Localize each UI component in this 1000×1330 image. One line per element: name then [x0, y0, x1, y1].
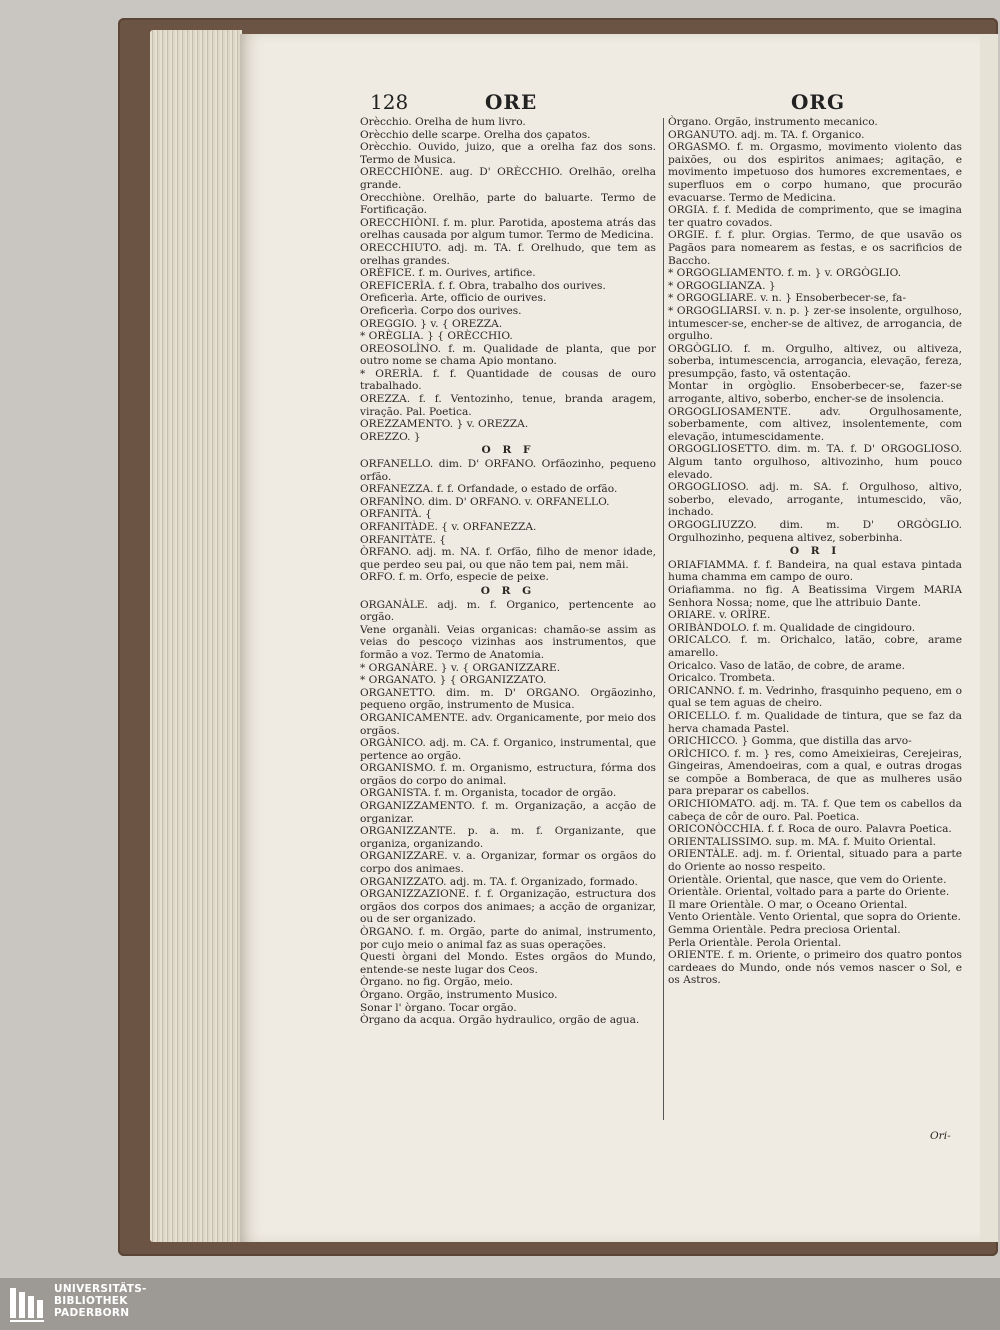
dictionary-entry: ORGIA. f. f. Medida de comprimento, que se imagina ter quatro covados.	[668, 204, 962, 229]
dictionary-entry: ORGANISTA. f. m. Organista, tocador de orgão.	[360, 787, 617, 800]
book-page	[240, 34, 980, 1242]
dictionary-entry: ORICONÒCCHIA. f. f. Roca de ouro. Palavra Poetica.	[668, 823, 952, 836]
dictionary-entry: ORGOGLIOSO. adj. m. SA. f. Orgulhoso, altivo, soberbo, elevado, arrogante, intumescido, vão, inchado.	[668, 481, 962, 519]
dictionary-entry: ORGANIZZATO. adj. m. TA. f. Organizado, formado.	[360, 875, 638, 888]
dictionary-entry: Sonar l' òrgano. Tocar orgão.	[360, 1001, 517, 1014]
dictionary-entry: Gemma Orientàle. Pedra preciosa Oriental.	[668, 924, 901, 936]
dictionary-entry: O R G	[480, 584, 536, 597]
page-edges	[150, 30, 242, 1242]
dictionary-entry: Orècchio. Ouvido, juizo, que a orelha faz dos sons. Termo de Musica.	[360, 141, 656, 166]
dictionary-entry: Orècchio delle scarpe. Orelha dos çapatos.	[360, 128, 591, 141]
dictionary-entry: * ORGANATO. } { ORGANIZZATO.	[360, 674, 547, 687]
dictionary-entry: Oreficerìa. Corpo dos ourives.	[360, 304, 522, 317]
dictionary-entry: Il mare Orientàle. O mar, o Oceano Oriental.	[668, 898, 908, 911]
dictionary-entry: ORGANUTO. adj. m. TA. f. Organico.	[668, 128, 865, 141]
page-number: 128	[370, 90, 409, 114]
dictionary-entry: ORECCHIÒNI. f. m. plur. Parotida, apostema atrás das orelhas causada por algum tumor. Termo de Medicina.	[360, 216, 656, 242]
dictionary-entry: ORGÒGLIO. f. m. Orgulho, altivez, ou altiveza, soberba, intumescencia, arrogancia, elevação, fereza, presumpção, fasto, vã ostentação.	[668, 342, 962, 380]
dictionary-entry: ORICALCO. f. m. Orichalco, latão, cobre, arame amarello.	[668, 634, 962, 659]
dictionary-entry: Òrgano da acqua. Orgão hydraulico, orgão de agua.	[360, 1014, 640, 1027]
left-column	[360, 116, 656, 1027]
dictionary-entry: Òrgano. Orgão, instrumento mecanico.	[668, 116, 878, 128]
dictionary-entry: ORICHICCO. } Gomma, que distilla das arvo-	[668, 735, 912, 748]
dictionary-entry: ORFANITÀ. {	[360, 508, 432, 521]
dictionary-entry: OREZZO. }	[360, 430, 421, 443]
library-logo-icon	[8, 1284, 50, 1324]
dictionary-entry: Oricalco. Vaso de latão, de cobre, de arame.	[668, 659, 905, 672]
dictionary-entry: Questi òrgani del Mondo. Estes orgãos do Mundo, entende-se neste lugar dos Ceos.	[360, 951, 656, 976]
dictionary-entry: ORGOGLIOSETTO. dim. m. TA. f. D' ORGOGLIOSO. Algum tanto orgulhoso, altivozinho, hum pouco elevado.	[668, 443, 962, 481]
dictionary-entry: Orientàle. Oriental, voltado para a parte do Oriente.	[668, 886, 950, 899]
dictionary-entry: ORFANITÀTE. {	[360, 533, 447, 546]
dictionary-entry: ORGASMO. f. m. Orgasmo, movimento violento das paixões, ou dos espiritos animaes; agitação, e movimento impetuoso dos humores excrementaes, e superfluos em o corpo humano, que procurão evacuarse. Termo de Medicina.	[668, 141, 962, 204]
dictionary-entry: ORÌCHICO. f. m. } res, como Ameixieiras, Cerejeiras, Gingeiras, Amendoeiras, com a qual, e outras drogas se compõe a Bomberaca, de que as mulheres usão para preparar os cabellos.	[668, 747, 962, 798]
dictionary-entry: ORFANEZZA. f. f. Orfandade, o estado de orfão.	[360, 483, 618, 496]
dictionary-entry: Vene organàli. Veias organicas: chamão-se assim as veias do pescoço vizinhas aos instrumentos, que formão a voz. Termo de Anatomia.	[360, 623, 656, 661]
dictionary-entry: ORFANELLO. dim. D' ORFANO. Orfãozinho, pequeno orfão.	[360, 458, 656, 483]
running-head-left: ORE	[485, 90, 538, 114]
right-column	[668, 116, 962, 987]
dictionary-entry: O R I	[789, 545, 841, 558]
dictionary-entry: ORFANÌNO. dim. D' ORFANO. v. ORFANELLO.	[360, 495, 610, 508]
dictionary-entry: ORGÀNICO. adj. m. CA. f. Organico, instrumental, que pertence ao orgão.	[360, 737, 656, 762]
dictionary-entry: ORGANIZZAZIONE. f. f. Organização, estructura dos orgãos dos corpos dos animaes; a acção de organizar, ou de ser organizado.	[360, 888, 656, 926]
dictionary-entry: ORGANETTO. dim. m. D' ORGANO. Orgãozinho, pequeno orgão, instrumento de Musica.	[360, 686, 656, 712]
running-head-right: ORG	[791, 90, 846, 114]
dictionary-entry: Vento Orientàle. Vento Oriental, que sopra do Oriente.	[668, 911, 961, 924]
dictionary-entry: ORGANIZZAMENTO. f. m. Organização, a acção de organizar.	[360, 800, 656, 825]
dictionary-entry: OREZZAMENTO. } v. OREZZA.	[360, 418, 529, 431]
dictionary-entry: * ORGANÀRE. } v. { ORGANIZZARE.	[360, 661, 561, 674]
dictionary-entry: ORIAFIAMMA. f. f. Bandeira, na qual estava pintada huma chamma em campo de ouro.	[668, 558, 962, 584]
dictionary-entry: ORGOGLIUZZO. dim. m. D' ORGÒGLIO. Orgulhozinho, pequena altivez, soberbinha.	[668, 519, 962, 544]
dictionary-entry: ÒRGANO. f. m. Orgão, parte do animal, instrumento, por cujo meio o animal faz as suas operações.	[360, 926, 656, 951]
dictionary-entry: ORGANIZZANTE. p. a. m. f. Organizante, que organiza, organizando.	[360, 825, 656, 850]
dictionary-entry: ORÈFICE. f. m. Ourives, artifice.	[360, 267, 536, 280]
library-banner	[0, 1278, 1000, 1330]
dictionary-entry: ORGANICAMENTE. adv. Organicamente, por meio dos orgãos.	[360, 711, 656, 737]
dictionary-entry: Montar in orgòglio. Ensoberbecer-se, fazer-se arrogante, altivo, soberbo, encher-se de insolencia.	[668, 380, 962, 406]
dictionary-entry: ORECCHIÒNE. aug. D' ORÈCCHIO. Orelhão, orelha grande.	[360, 166, 656, 191]
dictionary-entry: ORICHIOMATO. adj. m. TA. f. Que tem os cabellos da cabeça de côr de ouro. Pal. Poetica.	[668, 798, 962, 823]
dictionary-entry: Orècchio. Orelha de hum livro.	[360, 116, 526, 128]
dictionary-entry: Òrgano. Orgão, instrumento Musico.	[360, 988, 558, 1001]
dictionary-entry: ORIENTÀLE. adj. m. f. Oriental, situado para a parte do Oriente ao nosso respeito.	[668, 848, 962, 874]
dictionary-entry: * ORGOGLIANZA. }	[668, 279, 776, 292]
dictionary-entry: Orientàle. Oriental, que nasce, que vem do Oriente.	[668, 873, 947, 886]
dictionary-entry: * ORGOGLIARSI. v. n. p. } zer-se insolente, orgulhoso, intumescer-se, encher-se de altivez, de arrogancia, de orgulho.	[668, 304, 962, 343]
dictionary-entry: O R F	[481, 444, 535, 457]
dictionary-entry: ORGANÀLE. adj. m. f. Organico, pertencente ao orgão.	[360, 598, 656, 624]
dictionary-entry: OREOSOLÌNO. f. m. Qualidade de planta, que por outro nome se chama Apio montano.	[360, 342, 656, 368]
catchword: Ori-	[930, 1130, 951, 1142]
dictionary-entry: * ORGOGLIAMENTO. f. m. } v. ORGÒGLIO.	[668, 267, 902, 280]
dictionary-entry: * ORÈGLIA. } { ORÈCCHIO.	[360, 330, 513, 343]
dictionary-entry: Oriafiamma. no fig. A Beatissima Virgem MARIA Senhora Nossa; nome, que lhe attribuio Dante.	[668, 583, 962, 609]
library-name-line3: PADERBORN	[54, 1307, 130, 1319]
dictionary-entry: ORFO. f. m. Orfo, especie de peixe.	[360, 571, 549, 584]
library-name	[54, 1283, 147, 1319]
library-name-line2: BIBLIOTHEK	[54, 1295, 128, 1307]
dictionary-entry: ORFANITÀDE. { v. ORFANEZZA.	[360, 521, 537, 533]
dictionary-entry: ORIENTE. f. m. Oriente, o primeiro dos quatro pontos cardeaes do Mundo, onde nós vemos nascer o Sol, e os Astros.	[668, 949, 962, 987]
dictionary-entry: ORIARE. v. ORÌRE.	[668, 609, 771, 622]
dictionary-entry: ORGANISMO. f. m. Organismo, estructura, fórma dos orgãos do corpo do animal.	[360, 762, 656, 787]
library-name-line1: UNIVERSITÄTS-	[54, 1283, 147, 1295]
dictionary-entry: OREZZA. f. f. Ventozinho, tenue, branda aragem, viração. Pal. Poetica.	[360, 393, 656, 418]
dictionary-entry: ÒRFANO. adj. m. NA. f. Orfão, filho de menor idade, que perdeo seu pai, ou que não tem pai, nem mãi.	[360, 546, 656, 571]
dictionary-entry: ORIBÀNDOLO. f. m. Qualidade de cingidouro.	[668, 621, 916, 634]
dictionary-entry: ORICANNO. f. m. Vedrinho, frasquinho pequeno, em o qual se tem aguas de cheiro.	[668, 684, 962, 710]
dictionary-entry: Perla Orientàle. Perola Oriental.	[668, 936, 842, 949]
dictionary-entry: OREFICERÌA. f. f. Obra, trabalho dos ourives.	[360, 279, 606, 292]
dictionary-entry: * ORGOGLIARE. v. n. } Ensoberbecer-se, fa-	[668, 292, 907, 305]
dictionary-entry: Òrgano. no fig. Orgão, meio.	[360, 976, 513, 989]
dictionary-entry: Orecchiòne. Orelhão, parte do baluarte. Termo de Fortificação.	[360, 191, 656, 217]
dictionary-entry: ORGIE. f. f. plur. Orgias. Termo, de que usavão os Pagãos para nomearem as festas, e os sacrificios de Baccho.	[668, 229, 962, 267]
dictionary-entry: ORGOGLIOSAMENTE. adv. Orgulhosamente, soberbamente, com altivez, insolentemente, com elevação, intumescidamente.	[668, 405, 962, 443]
column-divider	[663, 118, 664, 1120]
dictionary-entry: Oreficerìa. Arte, officio de ourives.	[360, 292, 547, 305]
dictionary-entry: * ORERÌA. f. f. Quantidade de cousas de ouro trabalhado.	[360, 367, 656, 393]
dictionary-entry: OREGGIO. } v. { OREZZA.	[360, 317, 503, 330]
dictionary-entry: ORGANIZZARE. v. a. Organizar, formar os orgãos do corpo dos animaes.	[360, 850, 656, 876]
dictionary-entry: ORECCHIUTO. adj. m. TA. f. Orelhudo, que tem as orelhas grandes.	[360, 241, 656, 267]
dictionary-entry: Oricalco. Trombeta.	[668, 672, 776, 685]
dictionary-entry: ORIENTALISSIMO. sup. m. MA. f. Muito Oriental.	[668, 835, 937, 848]
dictionary-entry: ORICELLO. f. m. Qualidade de tintura, que se faz da herva chamada Pastel.	[668, 709, 962, 735]
